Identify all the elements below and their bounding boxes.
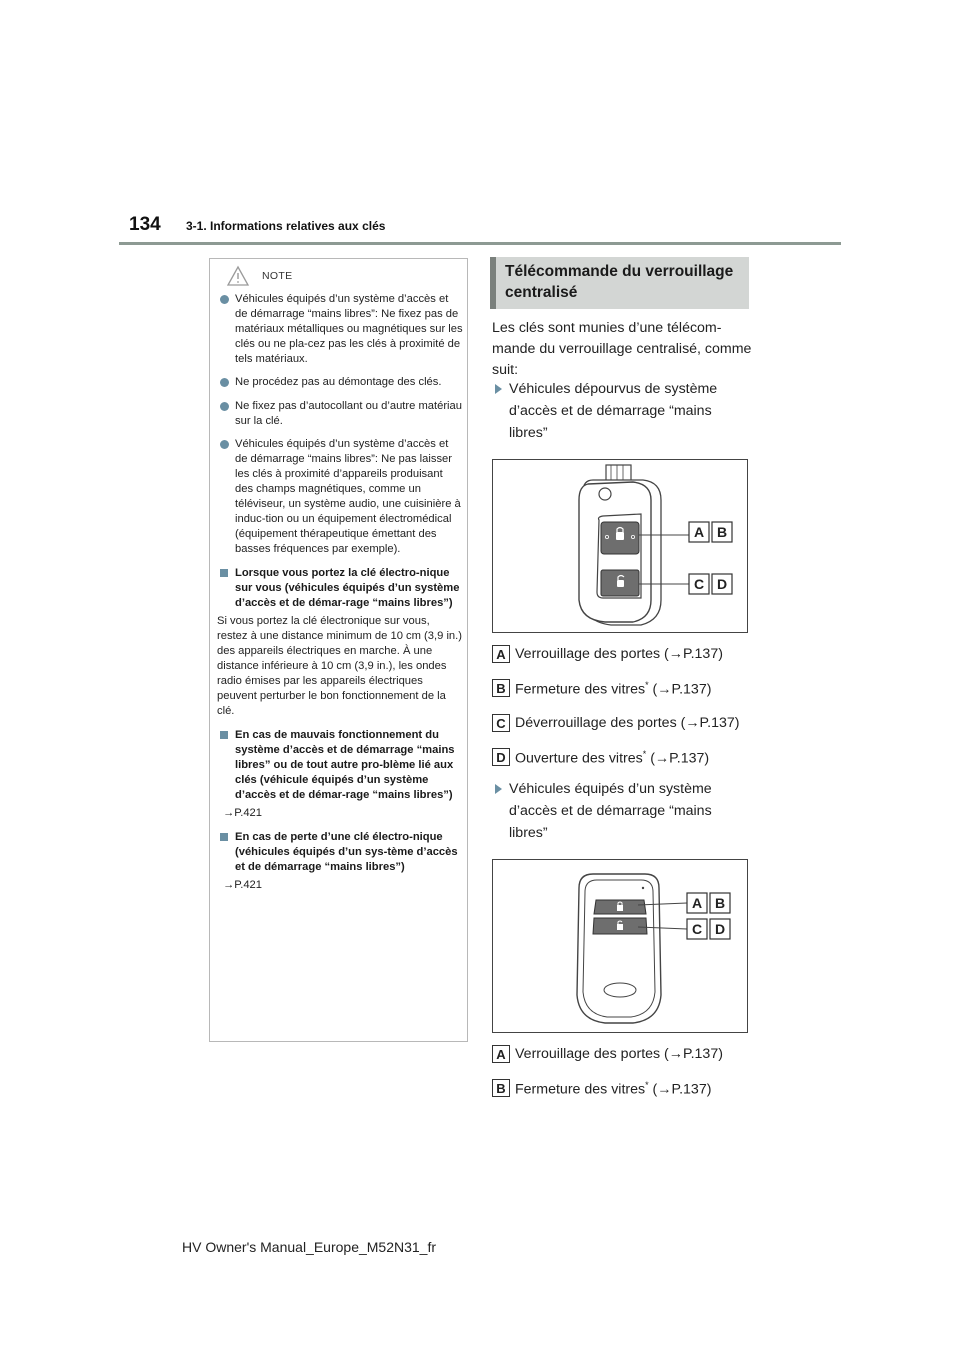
- bullet-dot-icon: [220, 295, 229, 304]
- label-text: Verrouillage des portes (→P.137): [515, 1046, 723, 1062]
- callout-c: C: [693, 576, 705, 592]
- note-subheading: Lorsque vous portez la clé électro-nique sur vous (véhicules équipés d’un système d’accès et de démar-rage “mains libres”): [217, 566, 463, 611]
- label-text: Déverrouillage des portes (→P.137): [515, 715, 740, 731]
- label-text: Verrouillage des portes (→P.137): [515, 646, 723, 662]
- square-bullet-icon: [220, 569, 228, 577]
- key-figure-smart: [492, 859, 748, 1033]
- label-letter: B: [492, 1079, 510, 1097]
- section-title-bar: [490, 257, 496, 309]
- smart-key-illustration: [493, 860, 747, 1032]
- callout-d: D: [714, 921, 726, 937]
- callout-a: A: [691, 895, 703, 911]
- label-text: Fermeture des vitres* (→P.137): [515, 1080, 712, 1098]
- section-header: 3-1. Informations relatives aux clés: [186, 219, 386, 233]
- header-divider: [119, 242, 841, 245]
- bullet-dot-icon: [220, 378, 229, 387]
- note-bullet: Ne procédez pas au démontage des clés.: [217, 375, 463, 390]
- note-subheading: En cas de mauvais fonctionnement du système d’accès et de démarrage “mains libres” ou de tout autre pro-blème lié aux clés (véhicule équipés d’un système d’accès et de démar-rage “mains libres”): [217, 728, 463, 803]
- label-text: Ouverture des vitres* (→P.137): [515, 749, 710, 767]
- case-heading: Véhicules équipés d’un système d’accès et de démarrage “mains libres”: [492, 778, 752, 844]
- warning-icon: [226, 265, 250, 287]
- flip-key-illustration: [493, 460, 747, 632]
- bullet-dot-icon: [220, 440, 229, 449]
- section-title-box: [490, 257, 749, 309]
- callout-d: D: [716, 576, 728, 592]
- note-header: [210, 265, 469, 287]
- triangle-bullet-icon: [495, 384, 502, 394]
- page-reference: →P.421: [223, 879, 262, 892]
- note-body: [217, 292, 463, 902]
- square-bullet-icon: [220, 833, 228, 841]
- section-title: Télécommande du verrouillage centralisé: [505, 263, 734, 301]
- label-letter: A: [492, 645, 510, 663]
- bullet-dot-icon: [220, 402, 229, 411]
- note-bullet: Ne fixez pas d’autocollant ou d’autre matériau sur la clé.: [217, 399, 463, 429]
- label-text: Fermeture des vitres* (→P.137): [515, 680, 712, 698]
- intro-paragraph: Les clés sont munies d’une télécom-mande du verrouillage centralisé, comme suit:: [492, 320, 752, 378]
- note-box: [209, 258, 468, 1042]
- page-reference: →P.421: [223, 807, 262, 820]
- callout-a: A: [693, 524, 705, 540]
- label-letter: B: [492, 679, 510, 697]
- triangle-bullet-icon: [495, 784, 502, 794]
- label-letter: A: [492, 1045, 510, 1063]
- note-subheading: En cas de perte d’une clé électro-nique (véhicules équipés d’un sys-tème d’accès et de démarrage “mains libres”): [217, 830, 463, 875]
- key-figure-flip: [492, 459, 748, 633]
- callout-b: B: [716, 524, 728, 540]
- square-bullet-icon: [220, 731, 228, 739]
- note-title: NOTE: [262, 270, 293, 282]
- note-bullet: Véhicules équipés d’un système d’accès et de démarrage “mains libres”: Ne fixez pas de matériaux métalliques ou magnétiques sur les clés ou ne pla-cez pas les clés à proximité de tels matériaux.: [217, 292, 463, 367]
- case-heading: Véhicules dépourvus de système d’accès et de démarrage “mains libres”: [492, 378, 752, 444]
- note-bullet: Véhicules équipés d’un système d’accès et de démarrage “mains libres”: Ne pas laisser les clés à proximité d’appareils produisant des champs magnétiques, comme un téléviseur, un système audio, une cuisinière à induc-tion ou un équipement électromédical (équipement thérapeutique émettant des basses fréquences par exemple).: [217, 437, 463, 558]
- page-number: 134: [129, 214, 161, 235]
- label-letter: C: [492, 714, 510, 732]
- callout-c: C: [691, 921, 703, 937]
- note-paragraph: Si vous portez la clé électronique sur vous, restez à une distance minimum de 10 cm (3,9 in.) des appareils électriques en marche. À une distance inférieure à 10 cm (3,9 in.), les ondes radio émises par les appareils électriques peuvent perturber le bon fonctionnement de la clé.: [217, 614, 462, 718]
- callout-b: B: [714, 895, 726, 911]
- footer-text: HV Owner's Manual_Europe_M52N31_fr: [182, 1239, 437, 1255]
- label-letter: D: [492, 748, 510, 766]
